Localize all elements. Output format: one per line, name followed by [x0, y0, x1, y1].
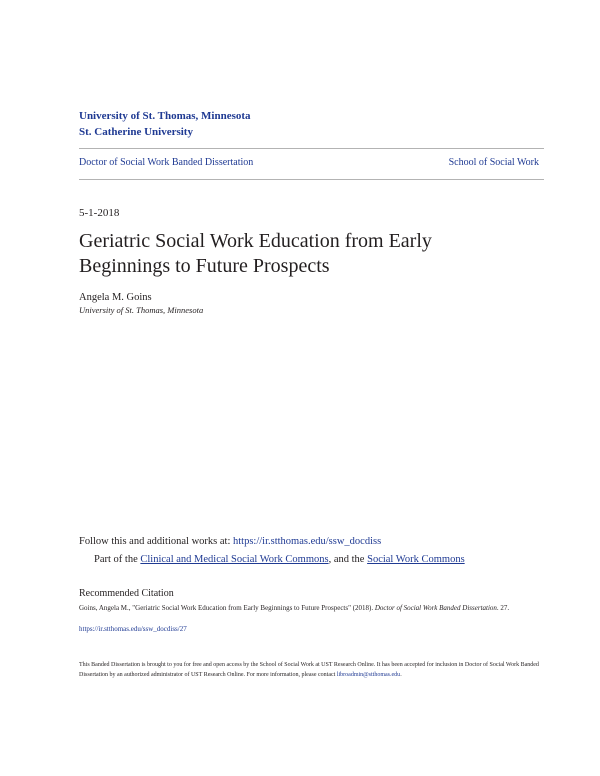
series-link-school[interactable]: School of Social Work: [448, 157, 539, 168]
author-affiliation: University of St. Thomas, Minnesota: [79, 305, 204, 315]
part-of-line: [94, 554, 465, 565]
footer-text: This Banded Dissertation is brought to you for free and open access by the School of Social Work at UST Research Online. It has been accepted for inclusion in Doctor of Social Work Banded Dissertation by an authorized administrator of UST Research Online. For more information, please contact: [79, 662, 539, 678]
follow-label: Follow this and additional works at:: [79, 536, 233, 547]
institution-link-ust[interactable]: University of St. Thomas, Minnesota: [79, 110, 251, 122]
publication-date: 5-1-2018: [79, 207, 120, 219]
follow-line: [79, 536, 381, 547]
citation-text: [79, 603, 539, 613]
part-of-and: , and the: [328, 554, 368, 565]
part-of-prefix: Part of the: [94, 554, 141, 565]
header-divider-top: [79, 148, 544, 149]
citation-tail: . 27.: [496, 604, 510, 612]
commons-link-clinical[interactable]: Clinical and Medical Social Work Commons: [140, 554, 329, 565]
citation-series: Doctor of Social Work Banded Dissertation: [374, 604, 497, 612]
header-divider-bottom: [79, 179, 544, 180]
commons-link-social-work[interactable]: Social Work Commons: [367, 554, 465, 565]
footer-notice: [79, 660, 539, 680]
author-name: Angela M. Goins: [79, 292, 152, 303]
series-link-dissertation[interactable]: Doctor of Social Work Banded Dissertation: [79, 157, 254, 168]
citation-url-link[interactable]: https://ir.stthomas.edu/ssw_docdiss/27: [79, 625, 187, 633]
institution-link-stcate[interactable]: St. Catherine University: [79, 126, 193, 138]
contact-email-link[interactable]: libroadmin@stthomas.edu: [336, 672, 401, 678]
paper-title: Geriatric Social Work Education from Early Beginnings to Future Prospects: [79, 230, 432, 277]
footer-end: .: [400, 672, 402, 678]
follow-url-link[interactable]: https://ir.stthomas.edu/ssw_docdiss: [233, 536, 382, 547]
citation-main: Goins, Angela M., "Geriatric Social Work Education from Early Beginnings to Future Prospects" (2018).: [79, 604, 375, 612]
recommended-citation-heading: Recommended Citation: [79, 588, 174, 599]
